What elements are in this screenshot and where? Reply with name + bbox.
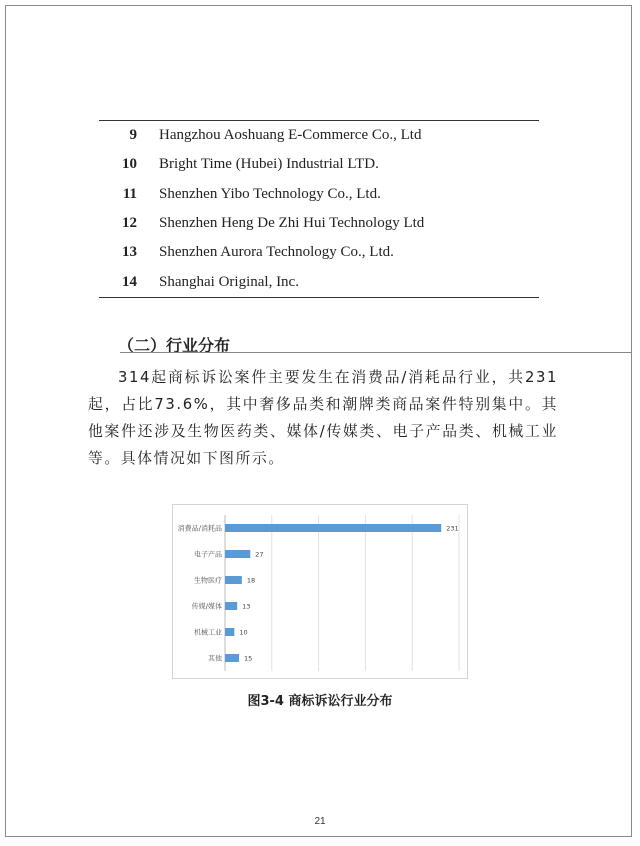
- table-row: [99, 209, 539, 238]
- company-name: Hangzhou Aoshuang E-Commerce Co., Ltd: [159, 127, 422, 144]
- body-paragraph: 314起商标诉讼案件主要发生在消费品/消耗品行业，共231起，占比73.6%，其中奢侈品类和潮牌类商品案件特别集中。其他案件还涉及生物医药类、媒体/传媒类、电子产品类、机械工业等。具体情况如下图所示。: [88, 369, 558, 467]
- industry-bar-chart: [172, 504, 468, 679]
- table-row: [99, 267, 539, 296]
- bar: [225, 628, 234, 636]
- bar: [225, 576, 242, 584]
- row-number: 9: [129, 127, 137, 144]
- table-row: [99, 150, 539, 179]
- table-row: [99, 238, 539, 267]
- category-label: 生物医疗: [194, 576, 222, 585]
- bar: [225, 550, 250, 558]
- chart-canvas: [173, 505, 469, 680]
- bar: [225, 524, 441, 532]
- section-heading: （二）行业分布: [118, 336, 231, 355]
- category-label: 机械工业: [194, 628, 222, 637]
- data-label: 15: [244, 654, 253, 663]
- company-name: Shanghai Original, Inc.: [159, 273, 299, 290]
- company-table: [99, 120, 539, 298]
- page-number: 21: [314, 816, 326, 827]
- table-row: [99, 180, 539, 209]
- figure-caption: 图3-4 商标诉讼行业分布: [247, 694, 393, 709]
- category-label: 消费品/消耗品: [177, 524, 222, 533]
- row-number: 12: [122, 215, 137, 232]
- data-label: 231: [446, 524, 459, 533]
- data-label: 27: [255, 550, 264, 559]
- data-label: 18: [246, 576, 256, 585]
- row-number: 10: [122, 156, 137, 173]
- data-label: 10: [239, 628, 248, 637]
- section-divider: [120, 352, 632, 353]
- company-name: Shenzhen Yibo Technology Co., Ltd.: [159, 185, 381, 202]
- company-name: Bright Time (Hubei) Industrial LTD.: [159, 156, 379, 173]
- row-number: 14: [122, 273, 137, 290]
- bar: [225, 602, 237, 610]
- row-number: 13: [122, 244, 137, 261]
- category-label: 传媒/媒体: [191, 602, 222, 611]
- data-label: 13: [242, 602, 251, 611]
- company-name: Shenzhen Heng De Zhi Hui Technology Ltd: [159, 215, 425, 232]
- table-row: [99, 121, 539, 150]
- bar: [225, 654, 239, 662]
- category-label: 其他: [208, 654, 222, 663]
- company-name: Shenzhen Aurora Technology Co., Ltd.: [159, 244, 394, 261]
- row-number: 11: [122, 185, 137, 202]
- category-label: 电子产品: [194, 550, 222, 559]
